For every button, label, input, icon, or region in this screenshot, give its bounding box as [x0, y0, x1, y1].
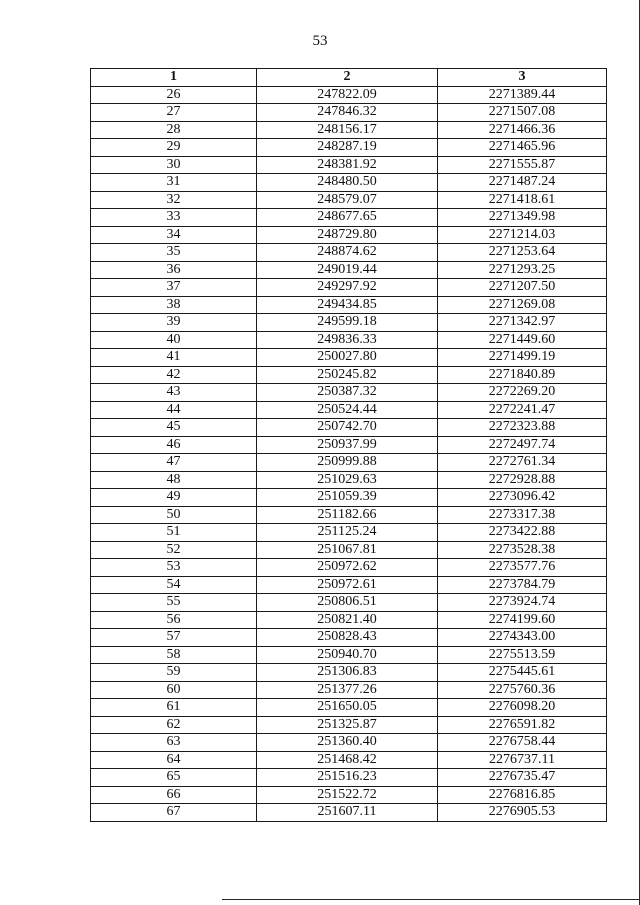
y-coordinate-cell: 2271499.19 — [438, 349, 607, 367]
x-coordinate-cell: 250387.32 — [257, 384, 438, 402]
table-row — [91, 751, 607, 769]
column-header-3: 3 — [438, 69, 607, 87]
y-coordinate-cell: 2274199.60 — [438, 611, 607, 629]
y-coordinate-cell: 2271214.03 — [438, 226, 607, 244]
y-coordinate-cell: 2273317.38 — [438, 506, 607, 524]
point-number-cell: 54 — [91, 576, 257, 594]
point-number-cell: 41 — [91, 349, 257, 367]
x-coordinate-cell: 251377.26 — [257, 681, 438, 699]
x-coordinate-cell: 248579.07 — [257, 191, 438, 209]
y-coordinate-cell: 2271465.96 — [438, 139, 607, 157]
x-coordinate-cell: 251650.05 — [257, 699, 438, 717]
table-row — [91, 559, 607, 577]
x-coordinate-cell: 251468.42 — [257, 751, 438, 769]
y-coordinate-cell: 2272241.47 — [438, 401, 607, 419]
x-coordinate-cell: 251059.39 — [257, 489, 438, 507]
table-row — [91, 489, 607, 507]
x-coordinate-cell: 248480.50 — [257, 174, 438, 192]
table-row — [91, 506, 607, 524]
x-coordinate-cell: 250972.62 — [257, 559, 438, 577]
point-number-cell: 48 — [91, 471, 257, 489]
table-row — [91, 524, 607, 542]
table-row — [91, 174, 607, 192]
table-row — [91, 226, 607, 244]
point-number-cell: 60 — [91, 681, 257, 699]
table-row — [91, 314, 607, 332]
table-row — [91, 541, 607, 559]
y-coordinate-cell: 2271840.89 — [438, 366, 607, 384]
point-number-cell: 53 — [91, 559, 257, 577]
y-coordinate-cell: 2276758.44 — [438, 734, 607, 752]
point-number-cell: 37 — [91, 279, 257, 297]
y-coordinate-cell: 2276905.53 — [438, 804, 607, 822]
table-row — [91, 454, 607, 472]
point-number-cell: 62 — [91, 716, 257, 734]
x-coordinate-cell: 250806.51 — [257, 594, 438, 612]
y-coordinate-cell: 2276591.82 — [438, 716, 607, 734]
table-row — [91, 611, 607, 629]
table-row — [91, 629, 607, 647]
point-number-cell: 40 — [91, 331, 257, 349]
y-coordinate-cell: 2276735.47 — [438, 769, 607, 787]
point-number-cell: 64 — [91, 751, 257, 769]
table-row — [91, 104, 607, 122]
y-coordinate-cell: 2271555.87 — [438, 156, 607, 174]
point-number-cell: 49 — [91, 489, 257, 507]
x-coordinate-cell: 247822.09 — [257, 86, 438, 104]
table-row — [91, 804, 607, 822]
y-coordinate-cell: 2273528.38 — [438, 541, 607, 559]
column-header-2: 2 — [257, 69, 438, 87]
y-coordinate-cell: 2275760.36 — [438, 681, 607, 699]
point-number-cell: 55 — [91, 594, 257, 612]
x-coordinate-cell: 251029.63 — [257, 471, 438, 489]
point-number-cell: 56 — [91, 611, 257, 629]
table-row — [91, 594, 607, 612]
point-number-cell: 35 — [91, 244, 257, 262]
y-coordinate-cell: 2272761.34 — [438, 454, 607, 472]
x-coordinate-cell: 251325.87 — [257, 716, 438, 734]
table-body — [91, 86, 607, 821]
table-row — [91, 384, 607, 402]
point-number-cell: 38 — [91, 296, 257, 314]
point-number-cell: 51 — [91, 524, 257, 542]
x-coordinate-cell: 248381.92 — [257, 156, 438, 174]
table-row — [91, 86, 607, 104]
x-coordinate-cell: 251182.66 — [257, 506, 438, 524]
table-row — [91, 156, 607, 174]
x-coordinate-cell: 248287.19 — [257, 139, 438, 157]
x-coordinate-cell: 249599.18 — [257, 314, 438, 332]
point-number-cell: 57 — [91, 629, 257, 647]
point-number-cell: 52 — [91, 541, 257, 559]
point-number-cell: 46 — [91, 436, 257, 454]
y-coordinate-cell: 2272269.20 — [438, 384, 607, 402]
table-row — [91, 699, 607, 717]
table-row — [91, 646, 607, 664]
x-coordinate-cell: 250245.82 — [257, 366, 438, 384]
x-coordinate-cell: 250524.44 — [257, 401, 438, 419]
y-coordinate-cell: 2276816.85 — [438, 786, 607, 804]
table-row — [91, 436, 607, 454]
point-number-cell: 26 — [91, 86, 257, 104]
table-row — [91, 191, 607, 209]
point-number-cell: 31 — [91, 174, 257, 192]
table-row — [91, 139, 607, 157]
y-coordinate-cell: 2271269.08 — [438, 296, 607, 314]
point-number-cell: 58 — [91, 646, 257, 664]
y-coordinate-cell: 2271507.08 — [438, 104, 607, 122]
point-number-cell: 39 — [91, 314, 257, 332]
x-coordinate-cell: 251306.83 — [257, 664, 438, 682]
x-coordinate-cell: 250940.70 — [257, 646, 438, 664]
x-coordinate-cell: 250972.61 — [257, 576, 438, 594]
y-coordinate-cell: 2271253.64 — [438, 244, 607, 262]
table-row — [91, 366, 607, 384]
y-coordinate-cell: 2271466.36 — [438, 121, 607, 139]
point-number-cell: 43 — [91, 384, 257, 402]
point-number-cell: 50 — [91, 506, 257, 524]
y-coordinate-cell: 2272323.88 — [438, 419, 607, 437]
point-number-cell: 66 — [91, 786, 257, 804]
point-number-cell: 34 — [91, 226, 257, 244]
point-number-cell: 27 — [91, 104, 257, 122]
table-row — [91, 121, 607, 139]
table-row — [91, 209, 607, 227]
y-coordinate-cell: 2273096.42 — [438, 489, 607, 507]
y-coordinate-cell: 2271293.25 — [438, 261, 607, 279]
point-number-cell: 61 — [91, 699, 257, 717]
x-coordinate-cell: 251522.72 — [257, 786, 438, 804]
y-coordinate-cell: 2271389.44 — [438, 86, 607, 104]
y-coordinate-cell: 2273784.79 — [438, 576, 607, 594]
table-row — [91, 244, 607, 262]
x-coordinate-cell: 250742.70 — [257, 419, 438, 437]
x-coordinate-cell: 250999.88 — [257, 454, 438, 472]
table-row — [91, 261, 607, 279]
x-coordinate-cell: 249434.85 — [257, 296, 438, 314]
x-coordinate-cell: 248677.65 — [257, 209, 438, 227]
x-coordinate-cell: 248156.17 — [257, 121, 438, 139]
y-coordinate-cell: 2273924.74 — [438, 594, 607, 612]
table-row — [91, 716, 607, 734]
table-row — [91, 681, 607, 699]
table-row — [91, 419, 607, 437]
point-number-cell: 63 — [91, 734, 257, 752]
y-coordinate-cell: 2272497.74 — [438, 436, 607, 454]
y-coordinate-cell: 2276098.20 — [438, 699, 607, 717]
x-coordinate-cell: 248874.62 — [257, 244, 438, 262]
point-number-cell: 44 — [91, 401, 257, 419]
point-number-cell: 67 — [91, 804, 257, 822]
y-coordinate-cell: 2271342.97 — [438, 314, 607, 332]
x-coordinate-cell: 249836.33 — [257, 331, 438, 349]
table-row — [91, 279, 607, 297]
point-number-cell: 30 — [91, 156, 257, 174]
x-coordinate-cell: 251607.11 — [257, 804, 438, 822]
x-coordinate-cell: 250821.40 — [257, 611, 438, 629]
y-coordinate-cell: 2276737.11 — [438, 751, 607, 769]
x-coordinate-cell: 251125.24 — [257, 524, 438, 542]
x-coordinate-cell: 250937.99 — [257, 436, 438, 454]
y-coordinate-cell: 2271449.60 — [438, 331, 607, 349]
x-coordinate-cell: 249019.44 — [257, 261, 438, 279]
page-number: 53 — [312, 33, 328, 49]
y-coordinate-cell: 2271349.98 — [438, 209, 607, 227]
table-row — [91, 786, 607, 804]
coordinates-table — [90, 68, 607, 822]
footer-line — [222, 899, 640, 900]
x-coordinate-cell: 250027.80 — [257, 349, 438, 367]
x-coordinate-cell: 248729.80 — [257, 226, 438, 244]
y-coordinate-cell: 2271207.50 — [438, 279, 607, 297]
point-number-cell: 59 — [91, 664, 257, 682]
y-coordinate-cell: 2271418.61 — [438, 191, 607, 209]
y-coordinate-cell: 2275513.59 — [438, 646, 607, 664]
x-coordinate-cell: 251067.81 — [257, 541, 438, 559]
table-row — [91, 331, 607, 349]
table-row — [91, 296, 607, 314]
y-coordinate-cell: 2271487.24 — [438, 174, 607, 192]
point-number-cell: 45 — [91, 419, 257, 437]
point-number-cell: 65 — [91, 769, 257, 787]
x-coordinate-cell: 251360.40 — [257, 734, 438, 752]
table-row — [91, 471, 607, 489]
x-coordinate-cell: 251516.23 — [257, 769, 438, 787]
point-number-cell: 29 — [91, 139, 257, 157]
point-number-cell: 32 — [91, 191, 257, 209]
x-coordinate-cell: 250828.43 — [257, 629, 438, 647]
table-row — [91, 401, 607, 419]
point-number-cell: 42 — [91, 366, 257, 384]
table-row — [91, 576, 607, 594]
point-number-cell: 47 — [91, 454, 257, 472]
y-coordinate-cell: 2273577.76 — [438, 559, 607, 577]
point-number-cell: 33 — [91, 209, 257, 227]
y-coordinate-cell: 2274343.00 — [438, 629, 607, 647]
table-row — [91, 664, 607, 682]
table-row — [91, 769, 607, 787]
y-coordinate-cell: 2273422.88 — [438, 524, 607, 542]
point-number-cell: 36 — [91, 261, 257, 279]
table-row — [91, 734, 607, 752]
table-row — [91, 349, 607, 367]
x-coordinate-cell: 247846.32 — [257, 104, 438, 122]
table-header-row — [91, 69, 607, 87]
y-coordinate-cell: 2275445.61 — [438, 664, 607, 682]
column-header-1: 1 — [91, 69, 257, 87]
y-coordinate-cell: 2272928.88 — [438, 471, 607, 489]
point-number-cell: 28 — [91, 121, 257, 139]
x-coordinate-cell: 249297.92 — [257, 279, 438, 297]
